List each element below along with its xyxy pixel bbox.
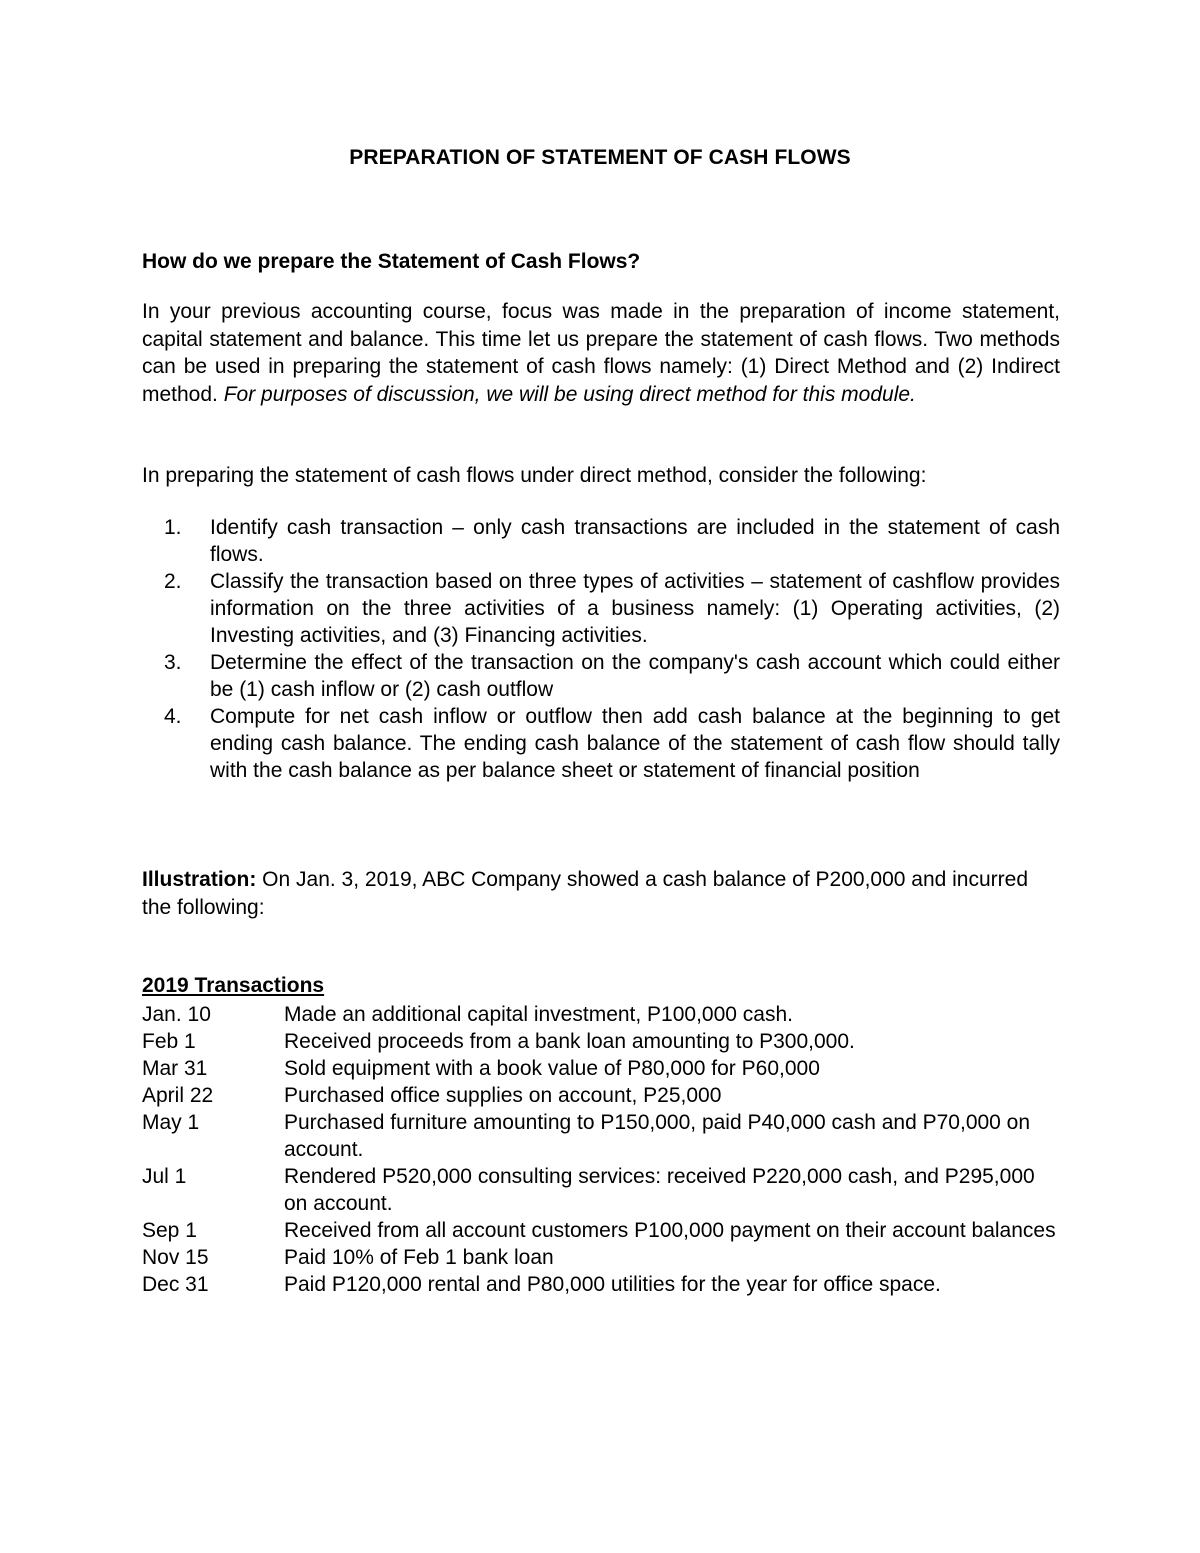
list-number: 1. <box>164 516 182 539</box>
transaction-row <box>142 1109 1060 1163</box>
list-number: 2. <box>164 570 182 593</box>
transaction-desc: Made an additional capital investment, P100,000 cash. <box>284 1003 793 1026</box>
list-number: 3. <box>164 651 182 674</box>
lead-paragraph: In preparing the statement of cash flows under direct method, consider the following: <box>142 464 927 487</box>
transaction-date: Feb 1 <box>142 1030 196 1053</box>
transaction-desc: Paid P120,000 rental and P80,000 utilities for the year for office space. <box>284 1273 941 1296</box>
intro-text: In your previous accounting course, focus was made in the preparation of income statement, capital statement and balance. This time let us prepare the statement of cash flows. Two methods can be used in preparing the statement of cash flows namely: (1) Direct Method and (2) Indirect method. <box>142 300 1060 406</box>
list-text: Classify the transaction based on three types of activities – statement of cashflow provides information on the three activities of a business namely: (1) Operating activities, (2) Investing activities, and (3) Financing activities. <box>210 570 1060 647</box>
transaction-date: April 22 <box>142 1084 214 1107</box>
transaction-desc: Purchased office supplies on account, P25,000 <box>284 1084 722 1107</box>
steps-list <box>142 514 1060 784</box>
list-item <box>142 649 1060 703</box>
transaction-desc: Rendered P520,000 consulting services: received P220,000 cash, and P295,000 on account. <box>284 1165 1035 1215</box>
list-item <box>142 568 1060 649</box>
transaction-row <box>142 1028 1060 1055</box>
intro-italic-note: For purposes of discussion, we will be using direct method for this module. <box>223 382 916 406</box>
transaction-date: May 1 <box>142 1111 200 1134</box>
transaction-date: Dec 31 <box>142 1273 209 1296</box>
intro-paragraph <box>142 298 1060 408</box>
illustration-paragraph <box>142 866 1060 922</box>
transaction-row <box>142 1082 1060 1109</box>
transaction-row <box>142 1055 1060 1082</box>
transaction-row <box>142 1244 1060 1271</box>
illustration-text: On Jan. 3, 2019, ABC Company showed a cash balance of P200,000 and incurred the following: <box>142 868 1029 919</box>
transaction-row <box>142 1163 1060 1217</box>
list-text: Compute for net cash inflow or outflow then add cash balance at the beginning to get ending cash balance. The ending cash balance of the statement of cash flow should tally with the cash balance as per balance sheet or statement of financial position <box>210 705 1060 782</box>
transaction-desc: Paid 10% of Feb 1 bank loan <box>284 1246 554 1269</box>
transactions-list <box>142 1001 1060 1298</box>
list-text: Determine the effect of the transaction on the company's cash account which could either be (1) cash inflow or (2) cash outflow <box>210 651 1060 701</box>
list-item <box>142 703 1060 784</box>
section-heading: How do we prepare the Statement of Cash Flows? <box>142 250 641 273</box>
transactions-heading: 2019 Transactions <box>142 974 325 997</box>
transaction-desc: Received proceeds from a bank loan amounting to P300,000. <box>284 1030 855 1053</box>
transaction-row <box>142 1271 1060 1298</box>
transaction-date: Jan. 10 <box>142 1003 211 1026</box>
transaction-desc: Sold equipment with a book value of P80,000 for P60,000 <box>284 1057 820 1080</box>
transaction-date: Mar 31 <box>142 1057 208 1080</box>
illustration-label: Illustration: <box>142 868 257 891</box>
transaction-date: Jul 1 <box>142 1165 187 1188</box>
transaction-date: Nov 15 <box>142 1246 209 1269</box>
document-title: PREPARATION OF STATEMENT OF CASH FLOWS <box>349 146 851 169</box>
list-item <box>142 514 1060 568</box>
transaction-row <box>142 1001 1060 1028</box>
list-number: 4. <box>164 705 182 728</box>
list-text: Identify cash transaction – only cash transactions are included in the statement of cash flows. <box>210 516 1060 566</box>
transaction-row <box>142 1217 1060 1244</box>
transaction-date: Sep 1 <box>142 1219 197 1242</box>
transaction-desc: Received from all account customers P100,000 payment on their account balances <box>284 1219 1056 1242</box>
transaction-desc: Purchased furniture amounting to P150,000, paid P40,000 cash and P70,000 on account. <box>284 1111 1031 1161</box>
